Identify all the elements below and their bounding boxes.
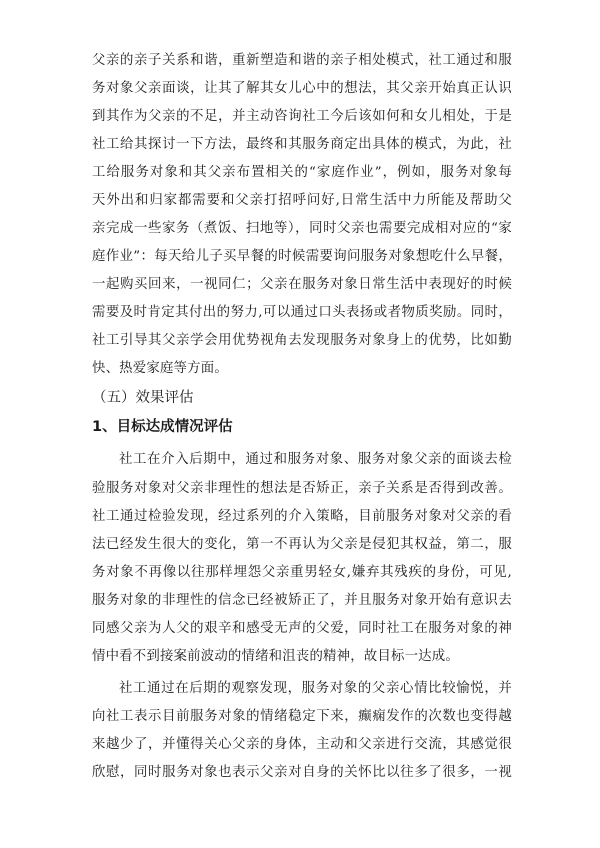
paragraph-line: 社工通过检验发现，经过系列的介入策略，目前服务对象对父亲的看 [92, 509, 512, 524]
paragraph-line: 同感父亲为人父的艰辛和感受无声的父爱，同时社工在服务对象的神 [92, 621, 512, 636]
paragraph-line: 向社工表示目前服务对象的情绪稳定下来，癫痫发作的次数也变得越 [92, 709, 512, 724]
paragraph-line: 快、热爱家庭等方面。 [92, 361, 228, 376]
paragraph-line: 亲完成一些家务（煮饭、扫地等），同时父亲也需要完成相对应的“家 [92, 221, 512, 236]
paragraph-line: 法已经发生很大的变化，第一不再认为父亲是侵犯其权益，第二，服 [92, 537, 512, 552]
paragraph-line: 服务对象的非理性的信念已经被矫正了，并且服务对象开始有意识去 [92, 593, 512, 608]
paragraph-line: 社工给其探讨一下方法，最终和其服务商定出具体的模式，为此，社 [92, 137, 512, 152]
paragraph-line: 社工通过在后期的观察发现，服务对象的父亲心情比较愉悦，并 [119, 681, 512, 696]
paragraph-line: 庭作业”：每天给儿子买早餐的时候需要询问服务对象想吃什么早餐， [92, 249, 512, 264]
paragraph-line: 工给服务对象和其父亲布置相关的“家庭作业”，例如，服务对象每 [92, 165, 512, 180]
paragraph-line: 务对象父亲面谈，让其了解其女儿心中的想法，其父亲开始真正认识 [92, 81, 512, 96]
paragraph-line: 来越少了，并懂得关心父亲的身体，主动和父亲进行交流，其感觉很 [92, 737, 512, 752]
paragraph-line: 需要及时肯定其付出的努力,可以通过口头表扬或者物质奖励。同时， [92, 305, 512, 320]
paragraph-line: 社工引导其父亲学会用优势视角去发现服务对象身上的优势，比如勤 [92, 333, 512, 348]
paragraph-line: 一起购买回来，一视同仁；父亲在服务对象日常生活中表现好的时候 [92, 277, 512, 292]
paragraph-line: 务对象不再像以往那样埋怨父亲重男轻女,嫌弃其残疾的身份，可见, [92, 565, 512, 580]
subsection-heading: 1、目标达成情况评估 [92, 419, 233, 435]
section-heading: （五）效果评估 [92, 390, 194, 406]
paragraph-line: 情中看不到接案前波动的情绪和沮丧的精神，故目标一达成。 [92, 649, 459, 664]
paragraph-line: 社工在介入后期中，通过和服务对象、服务对象父亲的面谈去检 [119, 452, 512, 467]
paragraph-line: 到其作为父亲的不足，并主动咨询社工今后该如何和女儿相处，于是 [92, 109, 512, 124]
paragraph-line: 天外出和归家都需要和父亲打招呼问好,日常生活中力所能及帮助父 [92, 193, 512, 208]
paragraph-line: 欣慰，同时服务对象也表示父亲对自身的关怀比以往多了很多，一视 [92, 765, 512, 780]
paragraph-line: 父亲的亲子关系和谐，重新塑造和谐的亲子相处模式，社工通过和服 [92, 53, 512, 68]
paragraph-line: 验服务对象对父亲非理性的想法是否矫正，亲子关系是否得到改善。 [92, 481, 512, 496]
